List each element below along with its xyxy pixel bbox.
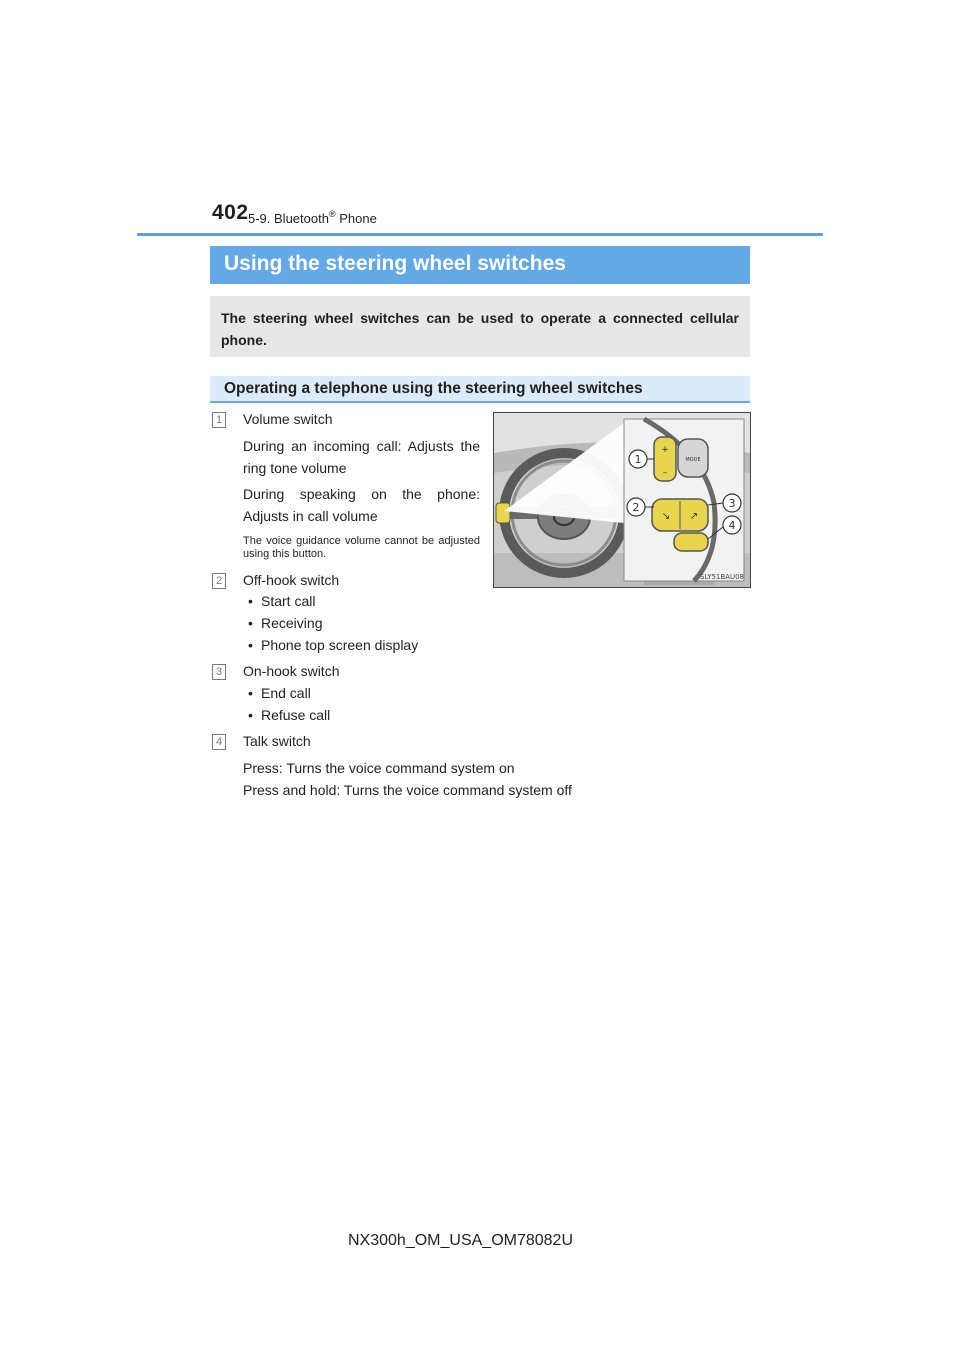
item-4-line-1: Press: Turns the voice command system on bbox=[243, 760, 515, 776]
item-title-talk-switch: Talk switch bbox=[243, 733, 311, 749]
subheading: Operating a telephone using the steering wheel switches bbox=[224, 380, 643, 397]
item-number-1: 1 bbox=[212, 412, 226, 428]
item-title-on-hook-switch: On-hook switch bbox=[243, 663, 340, 679]
item-4-line-2: Press and hold: Turns the voice command system off bbox=[243, 782, 572, 798]
svg-text:↘: ↘ bbox=[661, 511, 671, 522]
mode-button-label: MODE bbox=[685, 457, 701, 463]
item-1-note: The voice guidance volume cannot be adjusted using this button. bbox=[243, 535, 480, 560]
svg-text:+: + bbox=[661, 445, 669, 455]
item-1-line-1: During an incoming call: Adjusts the ring tone volume bbox=[243, 438, 480, 476]
item-2-bullet-2: • Receiving bbox=[261, 615, 322, 631]
item-title-off-hook-switch: Off-hook switch bbox=[243, 572, 340, 588]
callout-1 bbox=[629, 450, 647, 468]
item-1-line-2: During speaking on the phone: Adjusts in call volume bbox=[243, 486, 480, 524]
page-title: Using the steering wheel switches bbox=[224, 252, 566, 275]
steering-wheel-drawing bbox=[494, 413, 750, 587]
svg-text:1: 1 bbox=[634, 453, 642, 466]
item-number-4: 4 bbox=[212, 734, 226, 750]
item-number-3: 3 bbox=[212, 664, 226, 680]
intro-text: The steering wheel switches can be used to operate a connected cellular phone. bbox=[221, 310, 739, 348]
title-bar bbox=[210, 246, 750, 284]
steering-wheel-illustration bbox=[493, 412, 751, 588]
svg-text:3: 3 bbox=[728, 497, 736, 510]
item-2-bullet-1: • Start call bbox=[261, 593, 315, 609]
subheading-bar bbox=[210, 376, 750, 403]
registered-mark: ® bbox=[328, 209, 336, 219]
callout-2 bbox=[627, 498, 645, 516]
page-number: 402 bbox=[212, 201, 249, 224]
section-title bbox=[248, 209, 377, 226]
item-number-2: 2 bbox=[212, 573, 226, 589]
item-2-bullet-3: • Phone top screen display bbox=[261, 637, 418, 653]
header-rule bbox=[137, 233, 823, 236]
svg-text:4: 4 bbox=[728, 519, 736, 532]
callout-4 bbox=[723, 516, 741, 534]
item-3-bullet-2: • Refuse call bbox=[261, 707, 330, 723]
svg-text:↗: ↗ bbox=[689, 511, 699, 522]
item-3-bullet-1: • End call bbox=[261, 685, 311, 701]
intro-box bbox=[210, 296, 750, 357]
callout-3 bbox=[723, 494, 741, 512]
footer-doc-id: NX300h_OM_USA_OM78082U bbox=[348, 1232, 574, 1249]
section-name: 5-9. Bluetooth bbox=[248, 211, 329, 226]
section-suffix: Phone bbox=[335, 211, 377, 226]
svg-text:2: 2 bbox=[632, 501, 640, 514]
svg-text:–: – bbox=[662, 468, 668, 478]
item-title-volume-switch: Volume switch bbox=[243, 411, 333, 427]
figure-code: SLY51BAU08 bbox=[699, 573, 744, 581]
